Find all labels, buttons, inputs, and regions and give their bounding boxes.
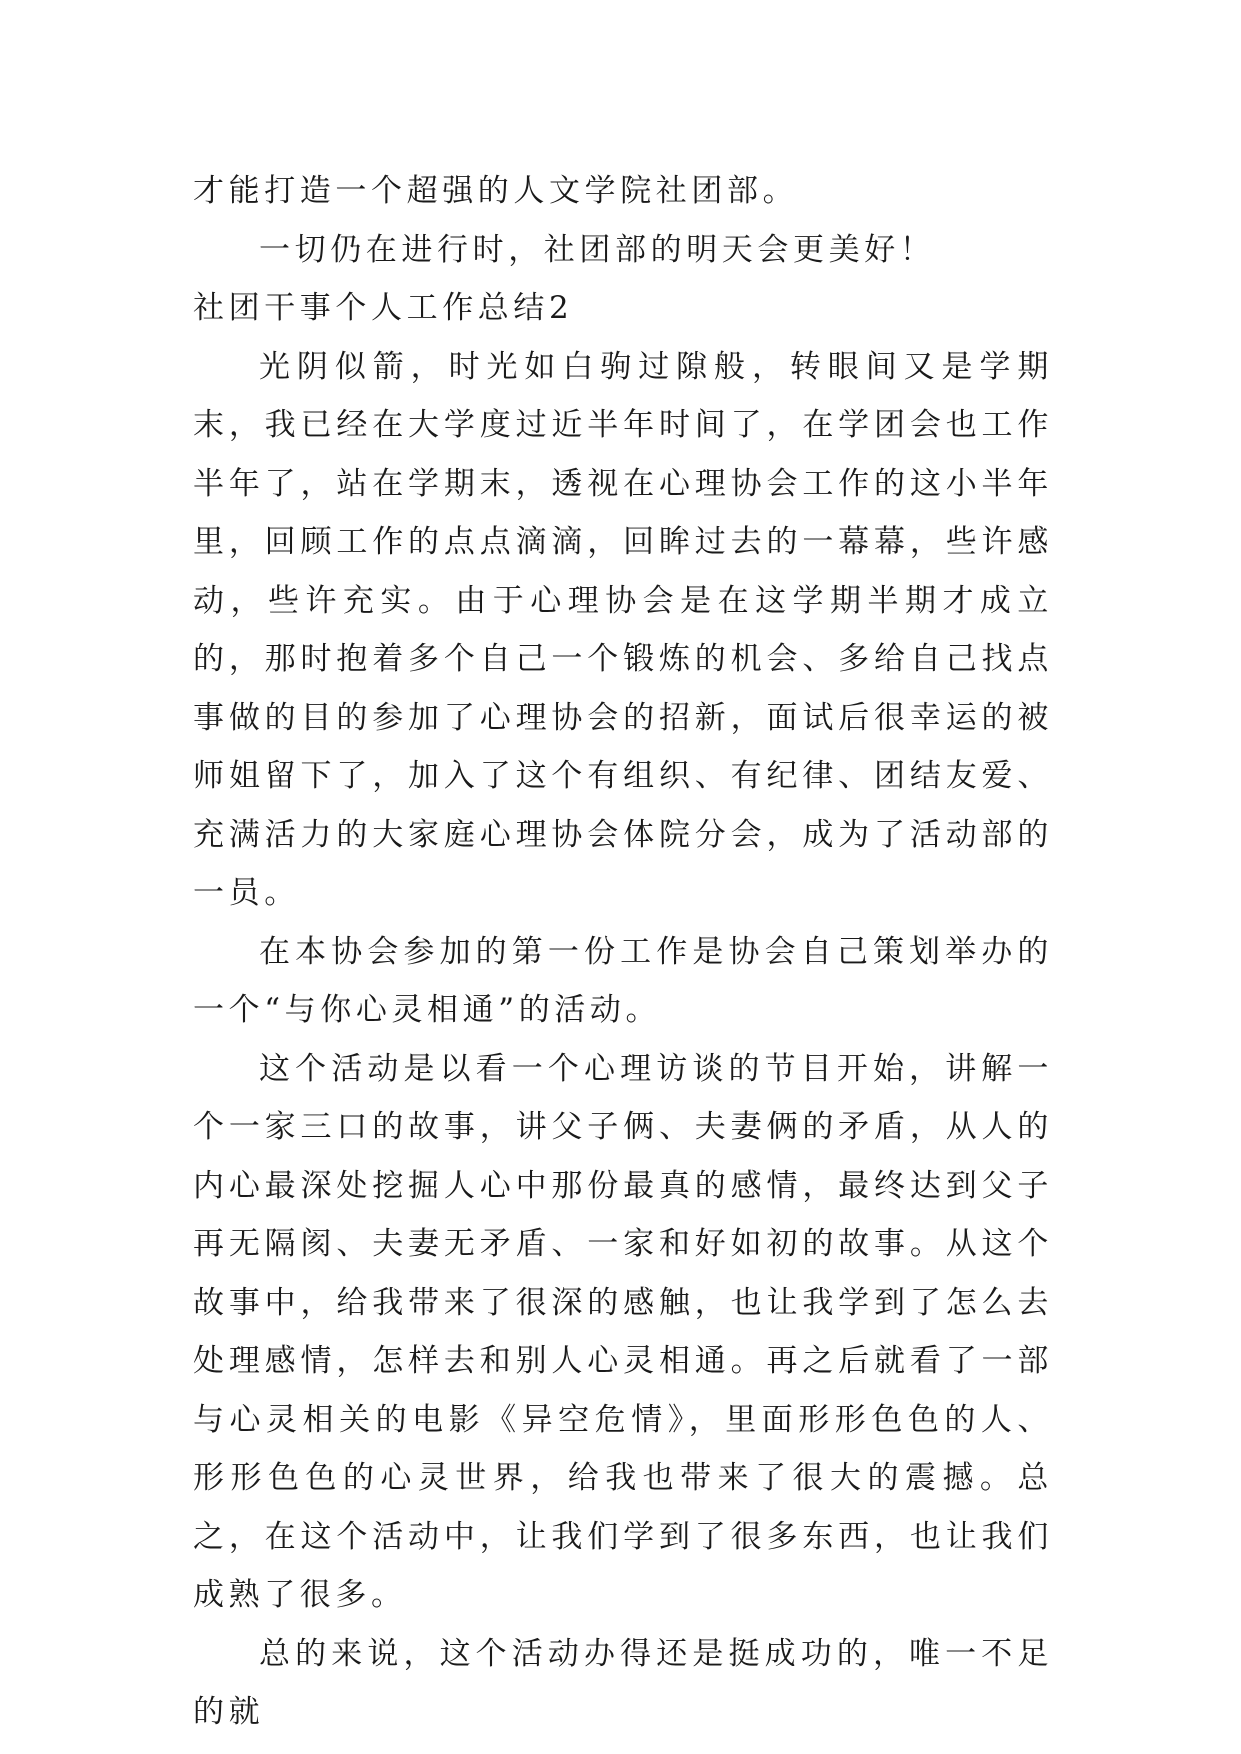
paragraph-first-work: 在本协会参加的第一份工作是协会自己策划举办的一个“与你心灵相通”的活动。 bbox=[193, 933, 1053, 1028]
paragraph-summary: 总的来说，这个活动办得还是挺成功的，唯一不足的就 bbox=[193, 1635, 1053, 1730]
section-title: 社团干事个人工作总结2 bbox=[193, 290, 574, 326]
paragraph-continuation: 才能打造一个超强的人文学院社团部。 bbox=[193, 173, 799, 209]
document-body bbox=[193, 162, 1053, 1742]
paragraph-closing: 一切仍在进行时，社团部的明天会更美好！ bbox=[259, 231, 936, 268]
paragraph-activity: 这个活动是以看一个心理访谈的节目开始，讲解一个一家三口的故事，讲父子俩、夫妻俩的矛盾，从人的内心最深处挖掘人心中那份最真的感情，最终达到父子再无隔阂、夫妻无矛盾、一家和好如初的故事。从这个故事中，给我带来了很深的感触，也让我学到了怎么去处理感情，怎样去和别人心灵相通。再之后就看了一部与心灵相关的电影《异空危情》，里面形形色色的人、形形色色的心灵世界，给我也带来了很大的震撼。总之，在这个活动中，让我们学到了很多东西，也让我们成熟了很多。 bbox=[193, 1050, 1053, 1613]
paragraph-intro: 光阴似箭，时光如白驹过隙般，转眼间又是学期末，我已经在大学度过近半年时间了，在学团会也工作半年了，站在学期末，透视在心理协会工作的这小半年里，回顾工作的点点滴滴，回眸过去的一幕幕，些许感动，些许充实。由于心理协会是在这学期半期才成立的，那时抱着多个自己一个锻炼的机会、多给自己找点事做的目的参加了心理协会的招新，面试后很幸运的被师姐留下了，加入了这个有组织、有纪律、团结友爱、充满活力的大家庭心理协会体院分会，成为了活动部的一员。 bbox=[193, 348, 1053, 911]
